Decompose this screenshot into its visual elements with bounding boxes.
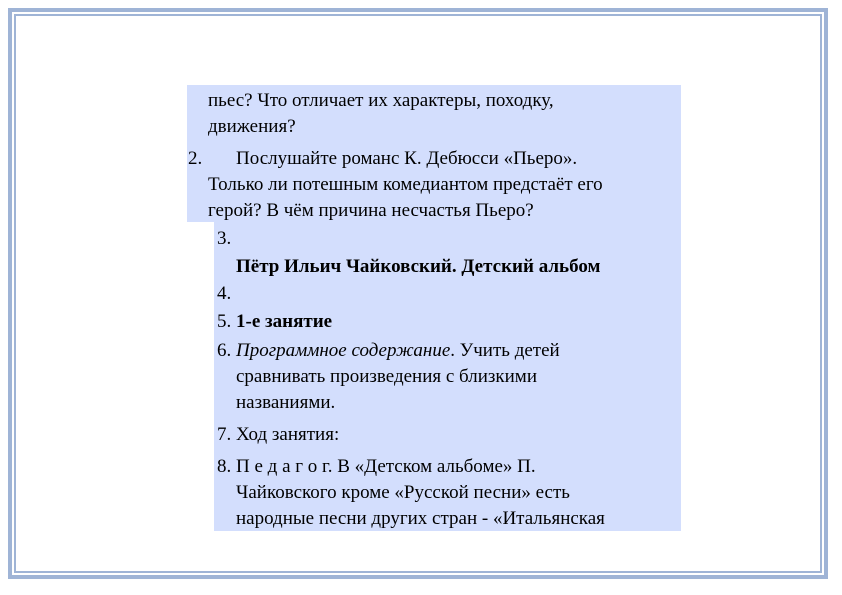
list-number: 4.	[217, 283, 232, 304]
section-heading: Пётр Ильич Чайковский. Детский альбом	[236, 256, 601, 277]
course-title: Ход занятия:	[236, 424, 340, 445]
teacher-line: Чайковского кроме «Русской песни» есть	[236, 482, 570, 503]
list-number: 8.	[217, 456, 232, 477]
program-label: Программное содержание	[236, 340, 451, 361]
question-line: движения?	[208, 116, 296, 137]
list-number: 7.	[217, 424, 232, 445]
list-number: 2.	[188, 148, 203, 169]
list-number: 5.	[217, 311, 232, 332]
lesson-title: 1-е занятие	[236, 311, 333, 332]
list-number: 3.	[217, 228, 232, 249]
list-number: 6.	[217, 340, 232, 361]
list-item-text: Послушайте романс К. Дебюсси «Пьеро».	[236, 148, 578, 169]
teacher-line: народные песни других стран - «Итальянская	[236, 508, 605, 529]
question-line: пьес? Что отличает их характеры, походку,	[208, 90, 554, 111]
teacher-line: П е д а г о г. В «Детском альбоме» П.	[236, 456, 536, 477]
program-line	[236, 338, 560, 364]
program-line: названиями.	[236, 392, 336, 413]
program-line: сравнивать произведения с близкими	[236, 366, 537, 387]
program-text: . Учить детей	[450, 340, 560, 361]
list-item-text: Только ли потешным комедиантом предстаёт его	[208, 174, 603, 195]
list-item-text: герой? В чём причина несчастья Пьеро?	[208, 200, 534, 221]
